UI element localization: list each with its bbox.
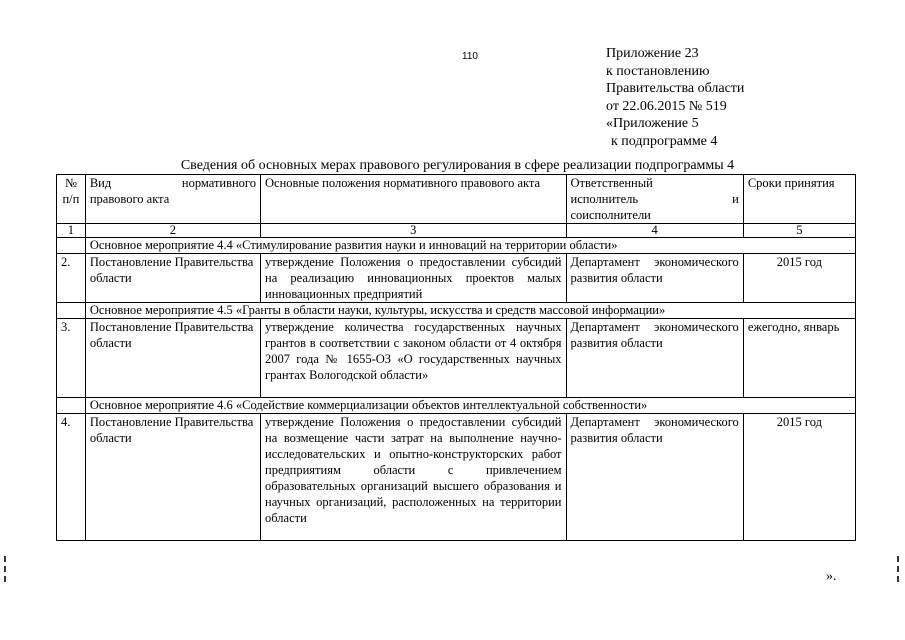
table-row: [57, 319, 856, 398]
row-term: 2015 год: [743, 414, 855, 541]
column-number: 5: [743, 224, 855, 238]
row-responsible: Департамент экономического развития области: [566, 319, 743, 398]
measures-table: [56, 174, 856, 541]
appendix-block: [606, 45, 744, 150]
row-act: Постановление Правительства области: [85, 254, 260, 303]
header-act-word: Вид: [89, 176, 112, 190]
column-number: 2: [85, 224, 260, 238]
appendix-line: к постановлению: [606, 63, 710, 79]
row-act: Постановление Правительства области: [85, 414, 260, 541]
header-resp-word: исполнитель: [570, 192, 639, 206]
column-numbers-row: [57, 224, 856, 238]
closing-quote: ».: [826, 569, 837, 584]
section-title: Основное мероприятие 4.5 «Гранты в области науки, культуры, искусства и средств массовой информации»: [85, 303, 855, 319]
section-title: Основное мероприятие 4.4 «Стимулирование развития науки и инноваций на территории области»: [85, 238, 855, 254]
section-row: [57, 303, 856, 319]
header-act-rest: правового акта: [89, 192, 170, 206]
row-num: 2.: [57, 254, 86, 303]
column-number: 4: [566, 224, 743, 238]
row-provisions: утверждение количества государственных научных грантов в соответствии с законом области от 4 октября 2007 года № 1655-ОЗ «О государственных научных грантах Вологодской области»: [261, 319, 567, 398]
header-provisions: Основные положения нормативного правового акта: [261, 175, 567, 224]
appendix-line: Правительства области: [606, 81, 745, 96]
row-term: ежегодно, январь: [743, 319, 855, 398]
table-header-row: [57, 175, 856, 224]
row-responsible: Департамент экономического развития области: [566, 254, 743, 303]
header-num: № п/п: [57, 175, 86, 224]
document-title: Сведения об основных мерах правового регулирования в сфере реализации подпрограммы 4: [180, 158, 735, 173]
header-act-word: нормативного: [181, 176, 256, 190]
appendix-line: к подпрограмме 4: [611, 133, 718, 149]
scan-margin-mark: [897, 556, 901, 582]
scan-margin-mark: [4, 556, 8, 582]
header-resp-word: и: [732, 192, 739, 206]
table-row: [57, 254, 856, 303]
row-num: 3.: [57, 319, 86, 398]
page-number: 110: [462, 51, 478, 62]
header-terms: Сроки принятия: [743, 175, 855, 224]
column-number: 3: [261, 224, 567, 238]
row-num: 4.: [57, 414, 86, 541]
header-resp-line: соисполнители: [570, 208, 651, 222]
column-number: 1: [57, 224, 86, 238]
appendix-line: «Приложение 5: [606, 116, 699, 131]
appendix-line: Приложение 23: [606, 46, 699, 61]
header-act-type: [85, 175, 260, 224]
header-resp-line: Ответственный: [570, 176, 653, 190]
table-row: [57, 414, 856, 541]
section-title: Основное мероприятие 4.6 «Содействие коммерциализации объектов интеллектуальной собственности»: [85, 398, 855, 414]
header-responsible: [566, 175, 743, 224]
row-act: Постановление Правительства области: [85, 319, 260, 398]
row-responsible: Департамент экономического развития области: [566, 414, 743, 541]
row-provisions: утверждение Положения о предоставлении субсидий на возмещение части затрат на выполнение научно-исследовательских и опытно-конструкторских работ предприятиям области с привлечением образовательных организаций высшего образования и научных организаций, расположенных на территории области: [261, 414, 567, 541]
section-row: [57, 238, 856, 254]
row-term: 2015 год: [743, 254, 855, 303]
appendix-line: от 22.06.2015 № 519: [606, 98, 727, 114]
section-row: [57, 398, 856, 414]
row-provisions: утверждение Положения о предоставлении субсидий на реализацию инновационных проектов малых инновационных предприятий: [261, 254, 567, 303]
